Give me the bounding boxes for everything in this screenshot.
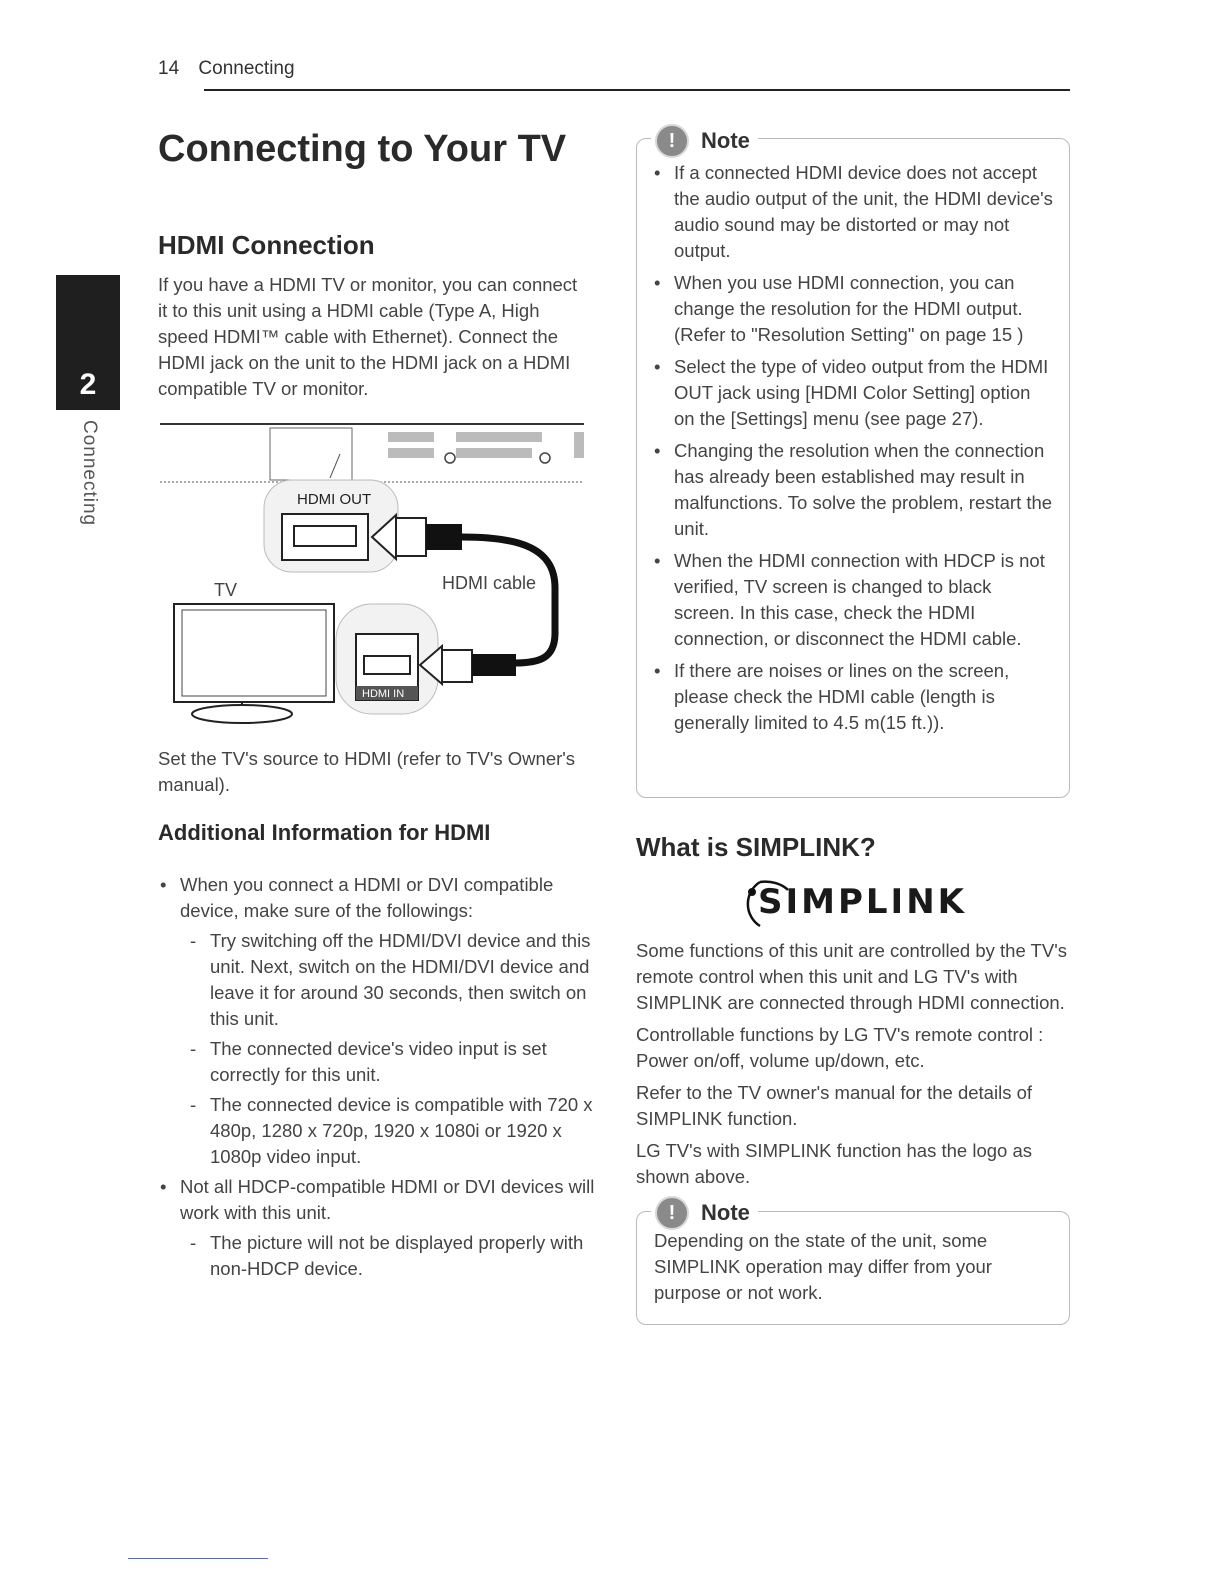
list-item: • When you connect a HDMI or DVI compatible device, make sure of the followings: (158, 872, 598, 924)
additional-info-heading: Additional Information for HDMI (158, 820, 491, 845)
hdmi-connection-heading: HDMI Connection (158, 230, 375, 260)
page-number: 14 (158, 58, 180, 79)
sub-list-item: - Try switching off the HDMI/DVI device and this unit. Next, switch on the HDMI/DVI device and leave it for around 30 seconds, then switch on this unit. (158, 928, 598, 1032)
list-item: • Select the type of video output from the HDMI OUT jack using [HDMI Color Setting] option on the [Settings] menu (see page 27). (652, 354, 1056, 432)
sub-list-item: - The connected device's video input is set correctly for this unit. (158, 1036, 598, 1088)
tv-illustration (174, 604, 334, 723)
header-rule (204, 89, 1070, 91)
hdmi-out-label: HDMI OUT (297, 491, 372, 508)
additional-info-list (158, 872, 598, 1282)
diagram-caption: Set the TV's source to HDMI (refer to TV's Owner's manual). (158, 748, 576, 795)
tv-label: TV (214, 580, 238, 600)
note-title: Note (701, 128, 750, 153)
hdmi-in-label: HDMI IN (362, 688, 405, 700)
simplink-paragraph: LG TV's with SIMPLINK function has the logo as shown above. (636, 1140, 1032, 1187)
simplink-paragraph: Some functions of this unit are controlled by the TV's remote control when this unit and LG TV's with SIMPLINK are connected through HDMI connection. (636, 940, 1067, 1013)
note-text: Depending on the state of the unit, some SIMPLINK operation may differ from your purpose or not work. (654, 1230, 992, 1303)
simplink-description (636, 938, 1076, 1196)
list-item: • Changing the resolution when the connection has already been established may result in malfunctions. To solve the problem, restart the unit. (652, 438, 1056, 542)
note-header (651, 124, 758, 158)
simplink-logo (738, 868, 978, 937)
simplink-paragraph: Controllable functions by LG TV's remote control : Power on/off, volume up/down, etc. (636, 1024, 1044, 1071)
section-name: Connecting (198, 58, 295, 79)
list-item: • If a connected HDMI device does not accept the audio output of the unit, the HDMI device's audio sound may be distorted or may not output. (652, 160, 1056, 264)
list-item: • Not all HDCP-compatible HDMI or DVI devices will work with this unit. (158, 1174, 598, 1226)
list-item: • When you use HDMI connection, you can change the resolution for the HDMI output. (Refer to "Resolution Setting" on page 15 ) (652, 270, 1056, 348)
footer-rule (128, 1558, 268, 1559)
unit-rear-panel (160, 424, 584, 482)
exclamation-icon: ! (655, 1196, 689, 1230)
hdmi-connection-diagram (160, 418, 590, 728)
list-item: • When the HDMI connection with HDCP is not verified, TV screen is changed to black screen. In this case, check the HDMI connection, or disconnect the HDMI cable. (652, 548, 1056, 652)
hdmi-cable-label: HDMI cable (442, 573, 537, 593)
hdmi-connection-body: If you have a HDMI TV or monitor, you can connect it to this unit using a HDMI cable (Type A, High speed HDMI™ cable with Ethernet). Connect the HDMI jack on the unit to the HDMI jack on a HDMI compatible TV or monitor. (158, 274, 578, 399)
chapter-tab (56, 275, 120, 410)
page-title: Connecting to Your TV (158, 128, 567, 170)
note-title: Note (701, 1200, 750, 1225)
list-item: • If there are noises or lines on the screen, please check the HDMI cable (length is generally limited to 4.5 m(15 ft.)). (652, 658, 1056, 736)
sub-list-item: - The picture will not be displayed properly with non-HDCP device. (158, 1230, 598, 1282)
simplink-paragraph: Refer to the TV owner's manual for the details of SIMPLINK function. (636, 1082, 1033, 1129)
exclamation-icon: ! (655, 124, 689, 158)
hdmi-in-callout (336, 604, 516, 714)
chapter-label: Connecting (79, 420, 100, 527)
chapter-number: 2 (79, 368, 97, 401)
sub-list-item: - The connected device is compatible with 720 x 480p, 1280 x 720p, 1920 x 1080i or 1920 x 1080p video input. (158, 1092, 598, 1170)
note-list (652, 160, 1056, 736)
page-header (158, 58, 295, 80)
simplink-logo-text: SIMPLINK (758, 882, 968, 922)
simplink-heading: What is SIMPLINK? (636, 832, 876, 862)
note-header (651, 1196, 758, 1230)
